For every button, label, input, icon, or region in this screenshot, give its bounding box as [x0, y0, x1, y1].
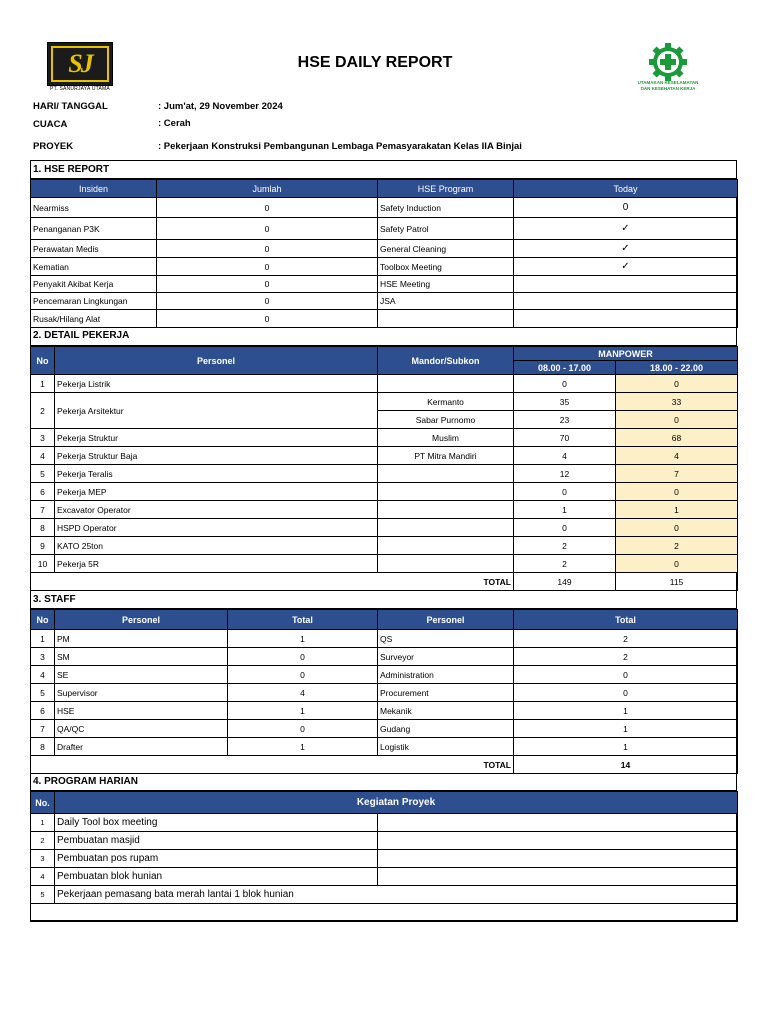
table-row	[31, 375, 738, 393]
mandor-cell	[378, 375, 514, 393]
today-cell	[514, 310, 738, 328]
program-header-row	[31, 792, 738, 814]
header-today: Today	[514, 180, 738, 198]
table-row	[31, 483, 738, 501]
no-cell: 6	[31, 483, 55, 501]
empty-cell	[378, 814, 738, 832]
header-no: No	[31, 347, 55, 375]
today-check-icon: ✓	[514, 258, 738, 276]
total-cell: 4	[228, 684, 378, 702]
section-staff: 3. STAFF	[31, 591, 736, 609]
total-cell: 0	[228, 720, 378, 738]
table-row	[31, 393, 738, 411]
no-cell: 7	[31, 501, 55, 519]
no-cell: 1	[31, 814, 55, 832]
shift-night-cell: 0	[616, 519, 738, 537]
staff-total-row	[31, 756, 738, 774]
hse-report-table	[30, 179, 738, 328]
insiden-cell: Kematian	[31, 258, 157, 276]
header-kegiatan: Kegiatan Proyek	[55, 792, 738, 814]
header-mandor: Mandor/Subkon	[378, 347, 514, 375]
personel-cell: QS	[378, 630, 514, 648]
table-row	[31, 293, 738, 310]
total-shift-day: 149	[514, 573, 616, 591]
table-row	[31, 630, 738, 648]
today-cell	[514, 276, 738, 293]
kegiatan-cell: Pembuatan pos rupam	[55, 850, 378, 868]
no-cell: 2	[31, 393, 55, 429]
shift-night-cell: 0	[616, 483, 738, 501]
personel-cell: QA/QC	[55, 720, 228, 738]
personel-cell: Pekerja MEP	[55, 483, 378, 501]
empty-cell	[378, 868, 738, 886]
header-personel-2: Personel	[378, 610, 514, 630]
personel-cell: Gudang	[378, 720, 514, 738]
kegiatan-cell: Pekerjaan pemasang bata merah lantai 1 blok hunian	[55, 886, 738, 904]
jumlah-cell: 0	[157, 218, 378, 240]
table-row	[31, 447, 738, 465]
personel-cell: HSPD Operator	[55, 519, 378, 537]
insiden-cell: Pencemaran Lingkungan	[31, 293, 157, 310]
cuaca-label: CUACA	[33, 119, 68, 130]
mandor-cell	[378, 537, 514, 555]
personel-cell: Pekerja Teralis	[55, 465, 378, 483]
personel-cell: Procurement	[378, 684, 514, 702]
personel-cell: Excavator Operator	[55, 501, 378, 519]
hse-report-header-row	[31, 180, 738, 198]
personel-cell: Pekerja 5R	[55, 555, 378, 573]
insiden-cell: Penanganan P3K	[31, 218, 157, 240]
shift-day-cell: 0	[514, 375, 616, 393]
mandor-cell: Sabar Purnomo	[378, 411, 514, 429]
no-cell: 5	[31, 684, 55, 702]
personel-cell: Surveyor	[378, 648, 514, 666]
table-row	[31, 465, 738, 483]
total-cell: 2	[514, 648, 738, 666]
shift-night-cell: 0	[616, 411, 738, 429]
no-cell: 8	[31, 519, 55, 537]
no-cell: 5	[31, 465, 55, 483]
pekerja-header-row	[31, 347, 738, 361]
shift-night-cell: 68	[616, 429, 738, 447]
header-no: No.	[31, 792, 55, 814]
kegiatan-cell: Daily Tool box meeting	[55, 814, 378, 832]
insiden-cell: Penyakit Akibat Kerja	[31, 276, 157, 293]
insiden-cell: Nearmiss	[31, 198, 157, 218]
header-shift-night: 18.00 - 22.00	[616, 361, 738, 375]
mandor-cell	[378, 519, 514, 537]
staff-header-row	[31, 610, 738, 630]
empty-cell	[378, 850, 738, 868]
table-row	[31, 258, 738, 276]
shift-day-cell: 4	[514, 447, 616, 465]
shift-night-cell: 1	[616, 501, 738, 519]
total-shift-night: 115	[616, 573, 738, 591]
total-cell: 0	[228, 648, 378, 666]
program-cell: Safety Induction	[378, 198, 514, 218]
list-item	[31, 868, 738, 886]
k3-caption-line-1: UTAMAKAN KESELAMATAN	[637, 80, 699, 85]
table-row	[31, 198, 738, 218]
total-cell: 1	[228, 738, 378, 756]
no-cell: 6	[31, 702, 55, 720]
header-manpower: MANPOWER	[514, 347, 738, 361]
list-item	[31, 850, 738, 868]
shift-night-cell: 7	[616, 465, 738, 483]
table-row	[31, 429, 738, 447]
shift-day-cell: 35	[514, 393, 616, 411]
header-total: Total	[228, 610, 378, 630]
header-personel: Personel	[55, 347, 378, 375]
list-item	[31, 886, 738, 904]
total-cell: 0	[514, 666, 738, 684]
total-label: TOTAL	[31, 756, 514, 774]
shift-night-cell: 4	[616, 447, 738, 465]
personel-cell: HSE	[55, 702, 228, 720]
jumlah-cell: 0	[157, 198, 378, 218]
no-cell: 10	[31, 555, 55, 573]
header-insiden: Insiden	[31, 180, 157, 198]
empty-cell	[31, 904, 738, 922]
no-cell: 3	[31, 429, 55, 447]
section-hse-report: 1. HSE REPORT	[31, 161, 736, 179]
cuaca-value: : Cerah	[158, 118, 191, 129]
total-cell: 1	[514, 720, 738, 738]
table-row	[31, 720, 738, 738]
shift-night-cell: 2	[616, 537, 738, 555]
kegiatan-cell: Pembuatan blok hunian	[55, 868, 378, 886]
mandor-cell	[378, 483, 514, 501]
section-detail-pekerja: 2. DETAIL PEKERJA	[31, 327, 736, 346]
personel-cell: Supervisor	[55, 684, 228, 702]
personel-cell: Pekerja Struktur Baja	[55, 447, 378, 465]
personel-cell: PM	[55, 630, 228, 648]
page-title: HSE DAILY REPORT	[297, 54, 453, 71]
list-item	[31, 814, 738, 832]
shift-day-cell: 2	[514, 537, 616, 555]
total-cell: 1	[514, 702, 738, 720]
personel-cell: KATO 25ton	[55, 537, 378, 555]
header-hse-program: HSE Program	[378, 180, 514, 198]
table-row	[31, 519, 738, 537]
proyek-label: PROYEK	[33, 141, 74, 152]
total-cell: 1	[228, 630, 378, 648]
insiden-cell: Perawatan Medis	[31, 240, 157, 258]
program-cell: General Cleaning	[378, 240, 514, 258]
header-total-2: Total	[514, 610, 738, 630]
personel-cell: Pekerja Listrik	[55, 375, 378, 393]
total-label: TOTAL	[31, 573, 514, 591]
total-cell: 1	[514, 738, 738, 756]
personel-cell: Logistik	[378, 738, 514, 756]
today-check-icon: ✓	[514, 240, 738, 258]
company-logo-text: SJ	[68, 49, 92, 78]
table-row	[31, 738, 738, 756]
table-row	[31, 240, 738, 258]
shift-day-cell: 70	[514, 429, 616, 447]
personel-cell: Drafter	[55, 738, 228, 756]
no-cell: 9	[31, 537, 55, 555]
today-cell	[514, 293, 738, 310]
jumlah-cell: 0	[157, 276, 378, 293]
k3-caption-line-2: DAN KESEHATAN KERJA	[640, 86, 696, 91]
table-row	[31, 555, 738, 573]
table-row	[31, 310, 738, 328]
table-row	[31, 648, 738, 666]
personel-cell: Administration	[378, 666, 514, 684]
no-cell: 4	[31, 868, 55, 886]
header-no: No	[31, 610, 55, 630]
header-shift-day: 08.00 - 17.00	[514, 361, 616, 375]
header-personel: Personel	[55, 610, 228, 630]
jumlah-cell: 0	[157, 258, 378, 276]
shift-day-cell: 2	[514, 555, 616, 573]
company-logo-caption: PT. SANURJAYA UTAMA	[50, 86, 110, 92]
hari-value: : Jum'at, 29 November 2024	[158, 101, 283, 112]
jumlah-cell: 0	[157, 240, 378, 258]
today-cell: 0	[514, 198, 738, 218]
table-row	[31, 501, 738, 519]
mandor-cell: Kermanto	[378, 393, 514, 411]
shift-day-cell: 12	[514, 465, 616, 483]
kegiatan-cell: Pembuatan masjid	[55, 832, 378, 850]
shift-night-cell: 33	[616, 393, 738, 411]
proyek-value: : Pekerjaan Konstruksi Pembangunan Lembaga Pemasyarakatan Kelas IIA Binjai	[158, 141, 522, 152]
staff-table	[30, 609, 738, 774]
personel-cell: SM	[55, 648, 228, 666]
mandor-cell	[378, 465, 514, 483]
shift-day-cell: 1	[514, 501, 616, 519]
company-logo	[47, 42, 113, 86]
k3-logo-caption	[620, 80, 716, 92]
mandor-cell: Muslim	[378, 429, 514, 447]
program-cell: Toolbox Meeting	[378, 258, 514, 276]
header-jumlah: Jumlah	[157, 180, 378, 198]
no-cell: 4	[31, 666, 55, 684]
personel-cell: Pekerja Struktur	[55, 429, 378, 447]
detail-pekerja-table	[30, 346, 738, 591]
no-cell: 1	[31, 630, 55, 648]
program-cell	[378, 310, 514, 328]
pekerja-total-row	[31, 573, 738, 591]
mandor-cell	[378, 555, 514, 573]
program-cell: Safety Patrol	[378, 218, 514, 240]
total-cell: 0	[228, 666, 378, 684]
personel-cell: Mekanik	[378, 702, 514, 720]
total-cell: 0	[514, 684, 738, 702]
total-value: 14	[514, 756, 738, 774]
shift-night-cell: 0	[616, 555, 738, 573]
jumlah-cell: 0	[157, 310, 378, 328]
no-cell: 4	[31, 447, 55, 465]
shift-day-cell: 0	[514, 483, 616, 501]
no-cell: 3	[31, 648, 55, 666]
personel-cell: Pekerja Arsitektur	[55, 393, 378, 429]
no-cell: 8	[31, 738, 55, 756]
no-cell: 2	[31, 832, 55, 850]
hari-label: HARI/ TANGGAL	[33, 101, 108, 112]
table-row	[31, 276, 738, 293]
mandor-cell	[378, 501, 514, 519]
table-row	[31, 702, 738, 720]
total-cell: 1	[228, 702, 378, 720]
list-item	[31, 832, 738, 850]
table-row	[31, 218, 738, 240]
jumlah-cell: 0	[157, 293, 378, 310]
shift-night-cell: 0	[616, 375, 738, 393]
table-row	[31, 537, 738, 555]
empty-cell	[378, 832, 738, 850]
personel-cell: SE	[55, 666, 228, 684]
table-row	[31, 684, 738, 702]
section-program-harian: 4. PROGRAM HARIAN	[31, 773, 736, 791]
program-cell: HSE Meeting	[378, 276, 514, 293]
no-cell: 5	[31, 886, 55, 904]
shift-day-cell: 23	[514, 411, 616, 429]
no-cell: 1	[31, 375, 55, 393]
mandor-cell: PT Mitra Mandiri	[378, 447, 514, 465]
total-cell: 2	[514, 630, 738, 648]
program-harian-table	[30, 791, 738, 922]
empty-row	[31, 904, 738, 922]
no-cell: 3	[31, 850, 55, 868]
today-check-icon: ✓	[514, 218, 738, 240]
program-cell: JSA	[378, 293, 514, 310]
insiden-cell: Rusak/Hilang Alat	[31, 310, 157, 328]
shift-day-cell: 0	[514, 519, 616, 537]
no-cell: 7	[31, 720, 55, 738]
table-row	[31, 666, 738, 684]
